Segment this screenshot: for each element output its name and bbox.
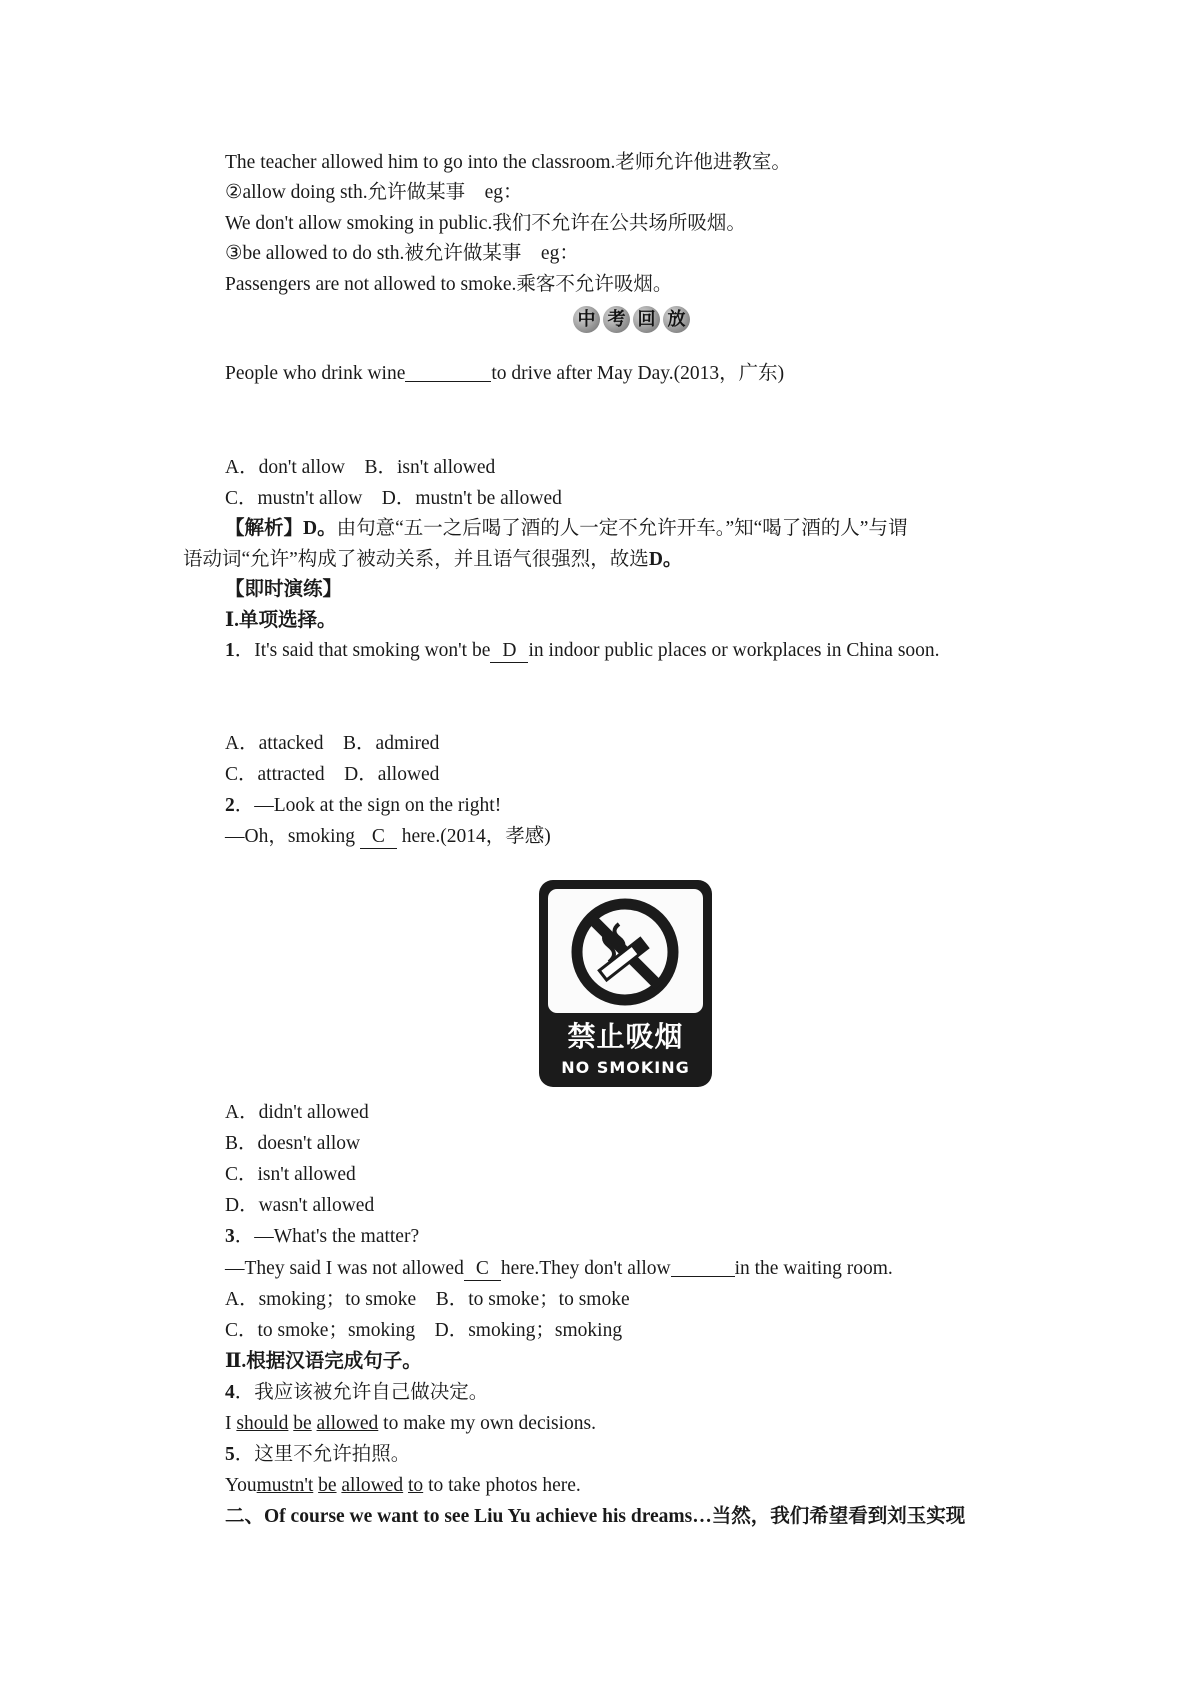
question-3-middle: here.They don't allow bbox=[500, 1258, 671, 1279]
question-2-start: —Oh，smoking bbox=[225, 826, 360, 847]
answer-blank bbox=[405, 361, 491, 382]
question-number: 2 bbox=[225, 795, 235, 816]
answer-word: allowed bbox=[316, 1413, 379, 1434]
no-smoking-icon bbox=[539, 880, 712, 1020]
question-4-prompt bbox=[225, 1380, 488, 1406]
analysis-text-2: 语动词“允许”构成了被动关系，并且语气很强烈，故选 bbox=[183, 549, 649, 570]
answer-blank bbox=[671, 1256, 735, 1277]
badge-char: 回 bbox=[633, 306, 660, 333]
no-smoking-sign bbox=[539, 880, 712, 1087]
answer-word: should bbox=[236, 1413, 289, 1434]
answer-blank: C bbox=[360, 826, 397, 849]
review-options-ab: A．don't allow B．isn't allowed bbox=[225, 457, 496, 478]
practice-heading: 【即时演练】 bbox=[225, 579, 343, 600]
question-number: 4 bbox=[225, 1382, 235, 1403]
answer-word: be bbox=[293, 1413, 312, 1434]
question-number: 1 bbox=[225, 640, 235, 661]
question-5-answer bbox=[225, 1473, 581, 1499]
usage-allow-doing: ②allow doing sth.允许做某事 eg： bbox=[225, 182, 523, 203]
badge-char: 放 bbox=[663, 306, 690, 333]
question-2-end: here.(2014，孝感) bbox=[396, 826, 551, 847]
analysis-text-1: 由句意“五一之后喝了酒的人一定不允许开车。”知“喝了酒的人”与谓 bbox=[336, 518, 908, 539]
answer-text: to take photos here. bbox=[423, 1475, 581, 1496]
analysis-line-1 bbox=[225, 516, 907, 542]
question-2-option-a: A．didn't allowed bbox=[225, 1102, 369, 1123]
question-2-prompt: ．—Look at the sign on the right! bbox=[234, 795, 502, 816]
usage-be-allowed-to: ③be allowed to do sth.被允许做某事 eg： bbox=[225, 243, 579, 264]
section-2-heading: 二、Of course we want to see Liu Yu achieve his dreams…当然，我们希望看到刘玉实现 bbox=[225, 1506, 966, 1527]
review-question-end: to drive after May Day.(2013，广东) bbox=[491, 363, 785, 384]
question-2-option-b: B．doesn't allow bbox=[225, 1133, 361, 1154]
question-3-start: —They said I was not allowed bbox=[225, 1258, 464, 1279]
answer-blank: C bbox=[464, 1258, 501, 1281]
question-number: 3 bbox=[225, 1226, 235, 1247]
sign-english-text: NO SMOKING bbox=[561, 1058, 690, 1077]
question-3-line-1 bbox=[225, 1224, 419, 1250]
part1-heading: Ⅰ.单项选择。 bbox=[225, 610, 337, 631]
question-1 bbox=[225, 638, 940, 664]
sign-chinese-text: 禁止吸烟 bbox=[567, 1020, 684, 1053]
part2-heading: Ⅱ.根据汉语完成句子。 bbox=[225, 1351, 422, 1372]
question-3-end: in the waiting room. bbox=[734, 1258, 893, 1279]
question-2-line-2 bbox=[225, 824, 551, 850]
question-2-line-1 bbox=[225, 793, 501, 819]
answer-text: to make my own decisions. bbox=[378, 1413, 596, 1434]
answer-word: allowed bbox=[341, 1475, 404, 1496]
question-3-line-2 bbox=[225, 1256, 893, 1282]
question-3-prompt: ．—What's the matter? bbox=[234, 1226, 420, 1247]
example-sentence-1: The teacher allowed him to go into the classroom.老师允许他进教室。 bbox=[225, 152, 791, 173]
answer-word: mustn't bbox=[256, 1475, 314, 1496]
analysis-line-2 bbox=[183, 547, 682, 573]
question-1-options-cd: C．attracted D．allowed bbox=[225, 764, 440, 785]
example-sentence-3: Passengers are not allowed to smoke.乘客不允许吸烟。 bbox=[225, 274, 673, 295]
question-4-answer bbox=[225, 1411, 596, 1437]
answer-blank: D bbox=[490, 640, 528, 663]
question-1-options-ab: A．attacked B．admired bbox=[225, 733, 440, 754]
question-2-option-d: D．wasn't allowed bbox=[225, 1195, 375, 1216]
badge-char: 中 bbox=[573, 306, 600, 333]
review-options-cd: C．mustn't allow D．mustn't be allowed bbox=[225, 488, 562, 509]
question-1-start: ．It's said that smoking won't be bbox=[234, 640, 491, 661]
analysis-label: 【解析】D。 bbox=[225, 518, 337, 539]
answer-word: be bbox=[318, 1475, 337, 1496]
question-5-chinese: ．这里不允许拍照。 bbox=[234, 1444, 411, 1465]
example-sentence-2: We don't allow smoking in public.我们不允许在公共场所吸烟。 bbox=[225, 213, 746, 234]
zhongkao-review-badge bbox=[573, 306, 690, 333]
question-3-options-cd: C．to smoke；smoking D．smoking；smoking bbox=[225, 1320, 623, 1341]
analysis-answer: D。 bbox=[648, 549, 683, 570]
review-question bbox=[225, 361, 784, 387]
answer-text: You bbox=[225, 1475, 257, 1496]
answer-text: I bbox=[225, 1413, 237, 1434]
question-2-option-c: C．isn't allowed bbox=[225, 1164, 356, 1185]
question-5-prompt bbox=[225, 1442, 410, 1468]
badge-char: 考 bbox=[603, 306, 630, 333]
answer-word: to bbox=[408, 1475, 424, 1496]
question-number: 5 bbox=[225, 1444, 235, 1465]
question-3-options-ab: A．smoking；to smoke B．to smoke；to smoke bbox=[225, 1289, 630, 1310]
question-4-chinese: ．我应该被允许自己做决定。 bbox=[234, 1382, 489, 1403]
review-question-start: People who drink wine bbox=[225, 363, 406, 384]
question-1-end: in indoor public places or workplaces in China soon. bbox=[528, 640, 940, 661]
